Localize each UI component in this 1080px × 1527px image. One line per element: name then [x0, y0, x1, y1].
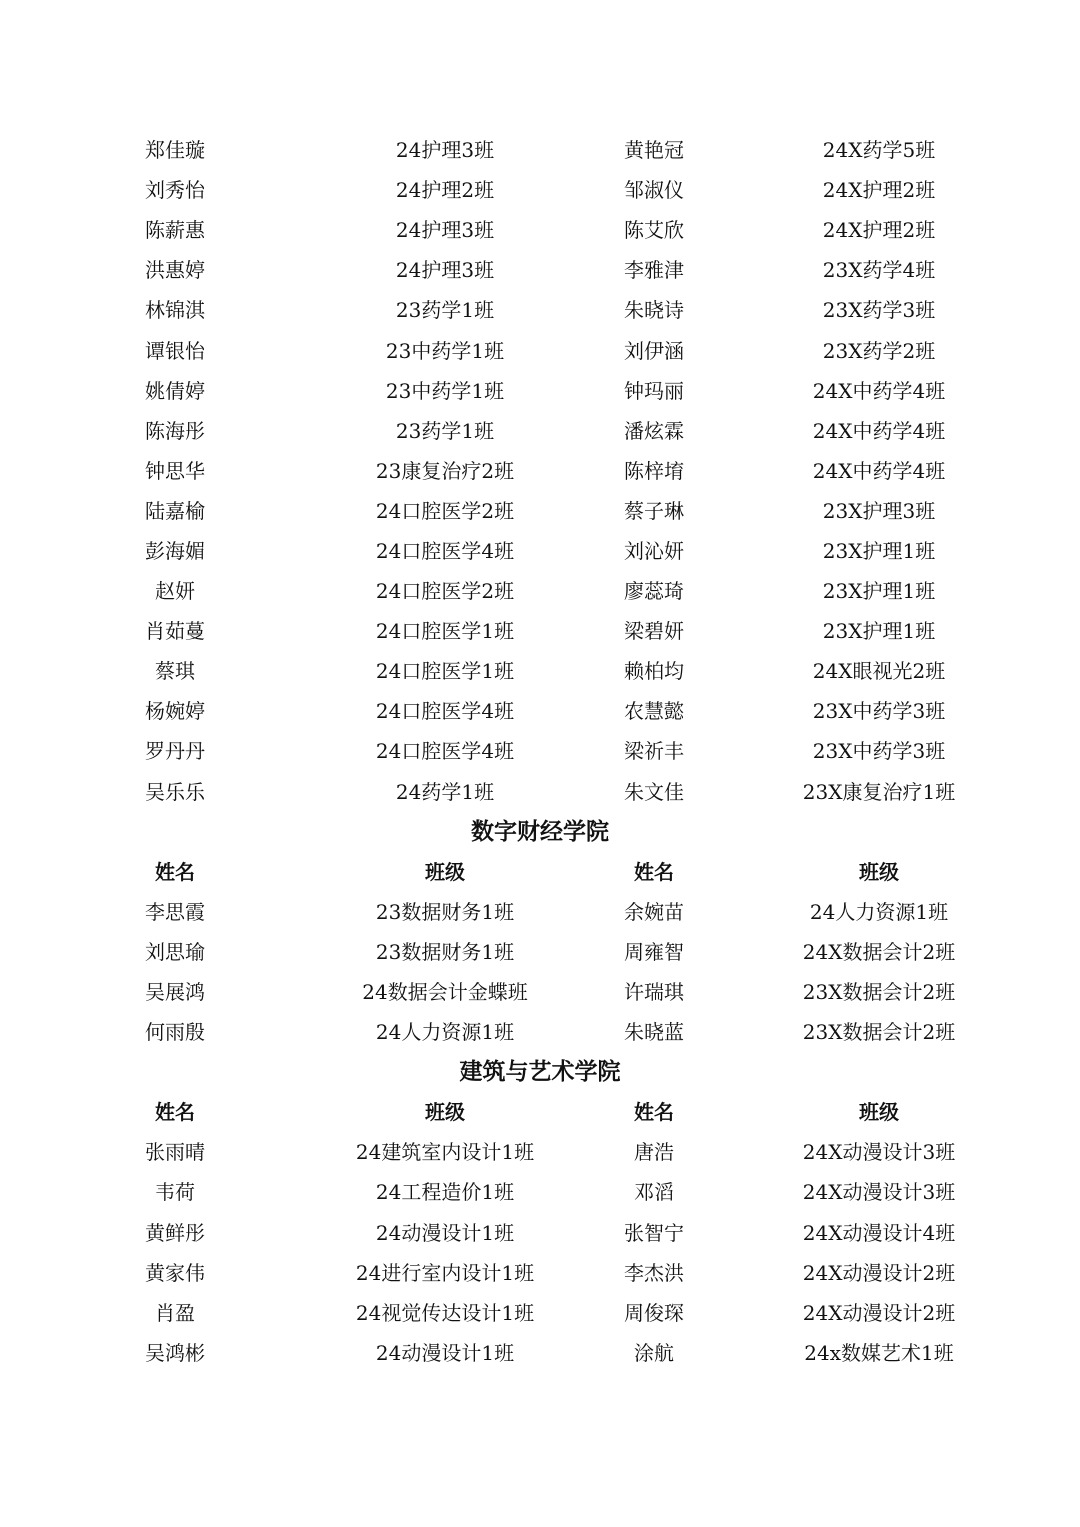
student-name: 刘沁妍	[624, 538, 684, 563]
header-name: 姓名	[634, 1100, 674, 1125]
student-name: 李思霞	[145, 899, 205, 924]
student-name: 蔡子琳	[624, 498, 684, 523]
class-name: 24口腔医学4班	[375, 699, 515, 724]
class-name: 24动漫设计1班	[375, 1220, 515, 1245]
class-name: 24X护理2班	[822, 218, 936, 243]
class-name: 24护理3班	[395, 138, 495, 163]
class-name: 23中药学1班	[385, 338, 505, 363]
student-name: 刘秀怡	[145, 178, 205, 203]
class-name: 24建筑室内设计1班	[355, 1140, 535, 1165]
header-class: 班级	[425, 859, 465, 884]
class-name: 23X药学4班	[822, 258, 936, 283]
section-2-table	[0, 892, 1080, 1052]
student-name: 陈梓堉	[624, 458, 684, 483]
class-name: 24口腔医学1班	[375, 659, 515, 684]
table-row	[0, 772, 1080, 812]
student-name: 姚倩婷	[145, 378, 205, 403]
class-name: 24药学1班	[395, 779, 495, 804]
table-header	[0, 1092, 1080, 1132]
student-name: 陈海彤	[145, 418, 205, 443]
class-name: 24工程造价1班	[375, 1180, 515, 1205]
student-name: 钟思华	[145, 458, 205, 483]
student-name: 陈艾欣	[624, 218, 684, 243]
table-row	[0, 731, 1080, 771]
class-name: 24口腔医学1班	[375, 619, 515, 644]
header-name: 姓名	[634, 859, 674, 884]
table-row	[0, 1012, 1080, 1052]
class-name: 24X中药学4班	[812, 378, 946, 403]
student-name: 吴鸿彬	[145, 1340, 205, 1365]
class-name: 23数据财务1班	[375, 939, 515, 964]
table-row	[0, 491, 1080, 531]
table-row	[0, 210, 1080, 250]
student-name: 刘思瑜	[145, 939, 205, 964]
student-name: 涂航	[634, 1340, 674, 1365]
section-1-table	[0, 130, 1080, 812]
student-name: 杨婉婷	[145, 699, 205, 724]
class-name: 24X数据会计2班	[802, 939, 956, 964]
table-row	[0, 451, 1080, 491]
class-name: 24X中药学4班	[812, 418, 946, 443]
class-name: 23X中药学3班	[812, 699, 946, 724]
class-name: 24X动漫设计2班	[802, 1260, 956, 1285]
class-name: 23X药学3班	[822, 298, 936, 323]
class-name: 23X护理3班	[822, 498, 936, 523]
class-name: 24人力资源1班	[809, 899, 949, 924]
student-name: 张智宁	[624, 1220, 684, 1245]
student-name: 邓滔	[634, 1180, 674, 1205]
table-row	[0, 290, 1080, 330]
header-class: 班级	[859, 859, 899, 884]
student-name: 潘炫霖	[624, 418, 684, 443]
section-title-digital-finance: 数字财经学院	[471, 818, 609, 845]
class-name: 24口腔医学2班	[375, 579, 515, 604]
table-row	[0, 250, 1080, 290]
student-name: 梁碧妍	[624, 619, 684, 644]
student-name: 吴展鸿	[145, 980, 205, 1005]
class-name: 24口腔医学4班	[375, 739, 515, 764]
student-name: 刘伊涵	[624, 338, 684, 363]
student-name: 农慧懿	[624, 699, 684, 724]
class-name: 24X动漫设计3班	[802, 1140, 956, 1165]
student-name: 赖柏均	[624, 659, 684, 684]
class-name: 23药学1班	[395, 418, 495, 443]
class-name: 24护理3班	[395, 258, 495, 283]
student-name: 罗丹丹	[145, 739, 205, 764]
table-row	[0, 1293, 1080, 1333]
student-name: 黄艳冠	[624, 138, 684, 163]
header-class: 班级	[425, 1100, 465, 1125]
student-name: 周俊琛	[624, 1300, 684, 1325]
student-name: 彭海媚	[145, 538, 205, 563]
table-row	[0, 611, 1080, 651]
class-name: 23数据财务1班	[375, 899, 515, 924]
document-page	[0, 130, 1080, 1373]
student-name: 唐浩	[634, 1140, 674, 1165]
table-row	[0, 932, 1080, 972]
class-name: 24X中药学4班	[812, 458, 946, 483]
student-name: 朱晓蓝	[624, 1020, 684, 1045]
class-name: 23X护理1班	[822, 579, 936, 604]
table-row	[0, 330, 1080, 370]
class-name: 23康复治疗2班	[375, 458, 515, 483]
class-name: 23X康复治疗1班	[802, 779, 956, 804]
student-name: 李雅津	[624, 258, 684, 283]
student-name: 黄鲜彤	[145, 1220, 205, 1245]
class-name: 24口腔医学4班	[375, 538, 515, 563]
student-name: 梁祈丰	[624, 739, 684, 764]
student-name: 邹淑仪	[624, 178, 684, 203]
table-row	[0, 972, 1080, 1012]
table-row	[0, 892, 1080, 932]
table-row	[0, 531, 1080, 571]
table-row	[0, 170, 1080, 210]
student-name: 周雍智	[624, 939, 684, 964]
section-title-architecture-art: 建筑与艺术学院	[459, 1059, 621, 1086]
student-name: 洪惠婷	[145, 258, 205, 283]
student-name: 吴乐乐	[145, 779, 205, 804]
student-name: 肖盈	[155, 1300, 195, 1325]
class-name: 24视觉传达设计1班	[355, 1300, 535, 1325]
student-name: 廖蕊琦	[624, 579, 684, 604]
student-name: 陆嘉榆	[145, 498, 205, 523]
student-name: 钟玛丽	[624, 378, 684, 403]
table-row	[0, 1213, 1080, 1253]
class-name: 24护理3班	[395, 218, 495, 243]
student-name: 朱文佳	[624, 779, 684, 804]
table-row	[0, 1333, 1080, 1373]
class-name: 24X眼视光2班	[812, 659, 946, 684]
student-name: 张雨晴	[145, 1140, 205, 1165]
table-row	[0, 411, 1080, 451]
student-name: 朱晓诗	[624, 298, 684, 323]
table-row	[0, 371, 1080, 411]
class-name: 24护理2班	[395, 178, 495, 203]
student-name: 陈薪惠	[145, 218, 205, 243]
table-row	[0, 1253, 1080, 1293]
header-class: 班级	[859, 1100, 899, 1125]
class-name: 24数据会计金蝶班	[362, 980, 528, 1005]
class-name: 24人力资源1班	[375, 1020, 515, 1045]
student-name: 何雨殷	[145, 1020, 205, 1045]
student-name: 郑佳璇	[145, 138, 205, 163]
class-name: 24X药学5班	[822, 138, 936, 163]
table-row	[0, 691, 1080, 731]
student-name: 赵妍	[155, 579, 195, 604]
class-name: 24进行室内设计1班	[355, 1260, 535, 1285]
student-name: 蔡琪	[155, 659, 195, 684]
table-row	[0, 651, 1080, 691]
class-name: 23X药学2班	[822, 338, 936, 363]
table-row	[0, 1172, 1080, 1212]
class-name: 23药学1班	[395, 298, 495, 323]
student-name: 韦荷	[155, 1180, 195, 1205]
class-name: 23X数据会计2班	[802, 980, 956, 1005]
class-name: 24口腔医学2班	[375, 498, 515, 523]
table-row	[0, 130, 1080, 170]
class-name: 23X数据会计2班	[802, 1020, 956, 1045]
student-name: 谭银怡	[145, 338, 205, 363]
student-name: 黄家伟	[145, 1260, 205, 1285]
table-header	[0, 852, 1080, 892]
student-name: 余婉苗	[624, 899, 684, 924]
class-name: 24动漫设计1班	[375, 1340, 515, 1365]
class-name: 23X护理1班	[822, 538, 936, 563]
student-name: 肖茹蔓	[145, 619, 205, 644]
table-row	[0, 571, 1080, 611]
class-name: 24X动漫设计4班	[802, 1220, 956, 1245]
header-name: 姓名	[155, 859, 195, 884]
student-name: 许瑞琪	[624, 980, 684, 1005]
class-name: 24x数媒艺术1班	[804, 1340, 954, 1365]
table-row	[0, 1132, 1080, 1172]
header-name: 姓名	[155, 1100, 195, 1125]
class-name: 23中药学1班	[385, 378, 505, 403]
student-name: 林锦淇	[145, 298, 205, 323]
class-name: 24X动漫设计2班	[802, 1300, 956, 1325]
student-name: 李杰洪	[624, 1260, 684, 1285]
class-name: 23X中药学3班	[812, 739, 946, 764]
class-name: 24X动漫设计3班	[802, 1180, 956, 1205]
class-name: 23X护理1班	[822, 619, 936, 644]
class-name: 24X护理2班	[822, 178, 936, 203]
section-3-table	[0, 1132, 1080, 1373]
